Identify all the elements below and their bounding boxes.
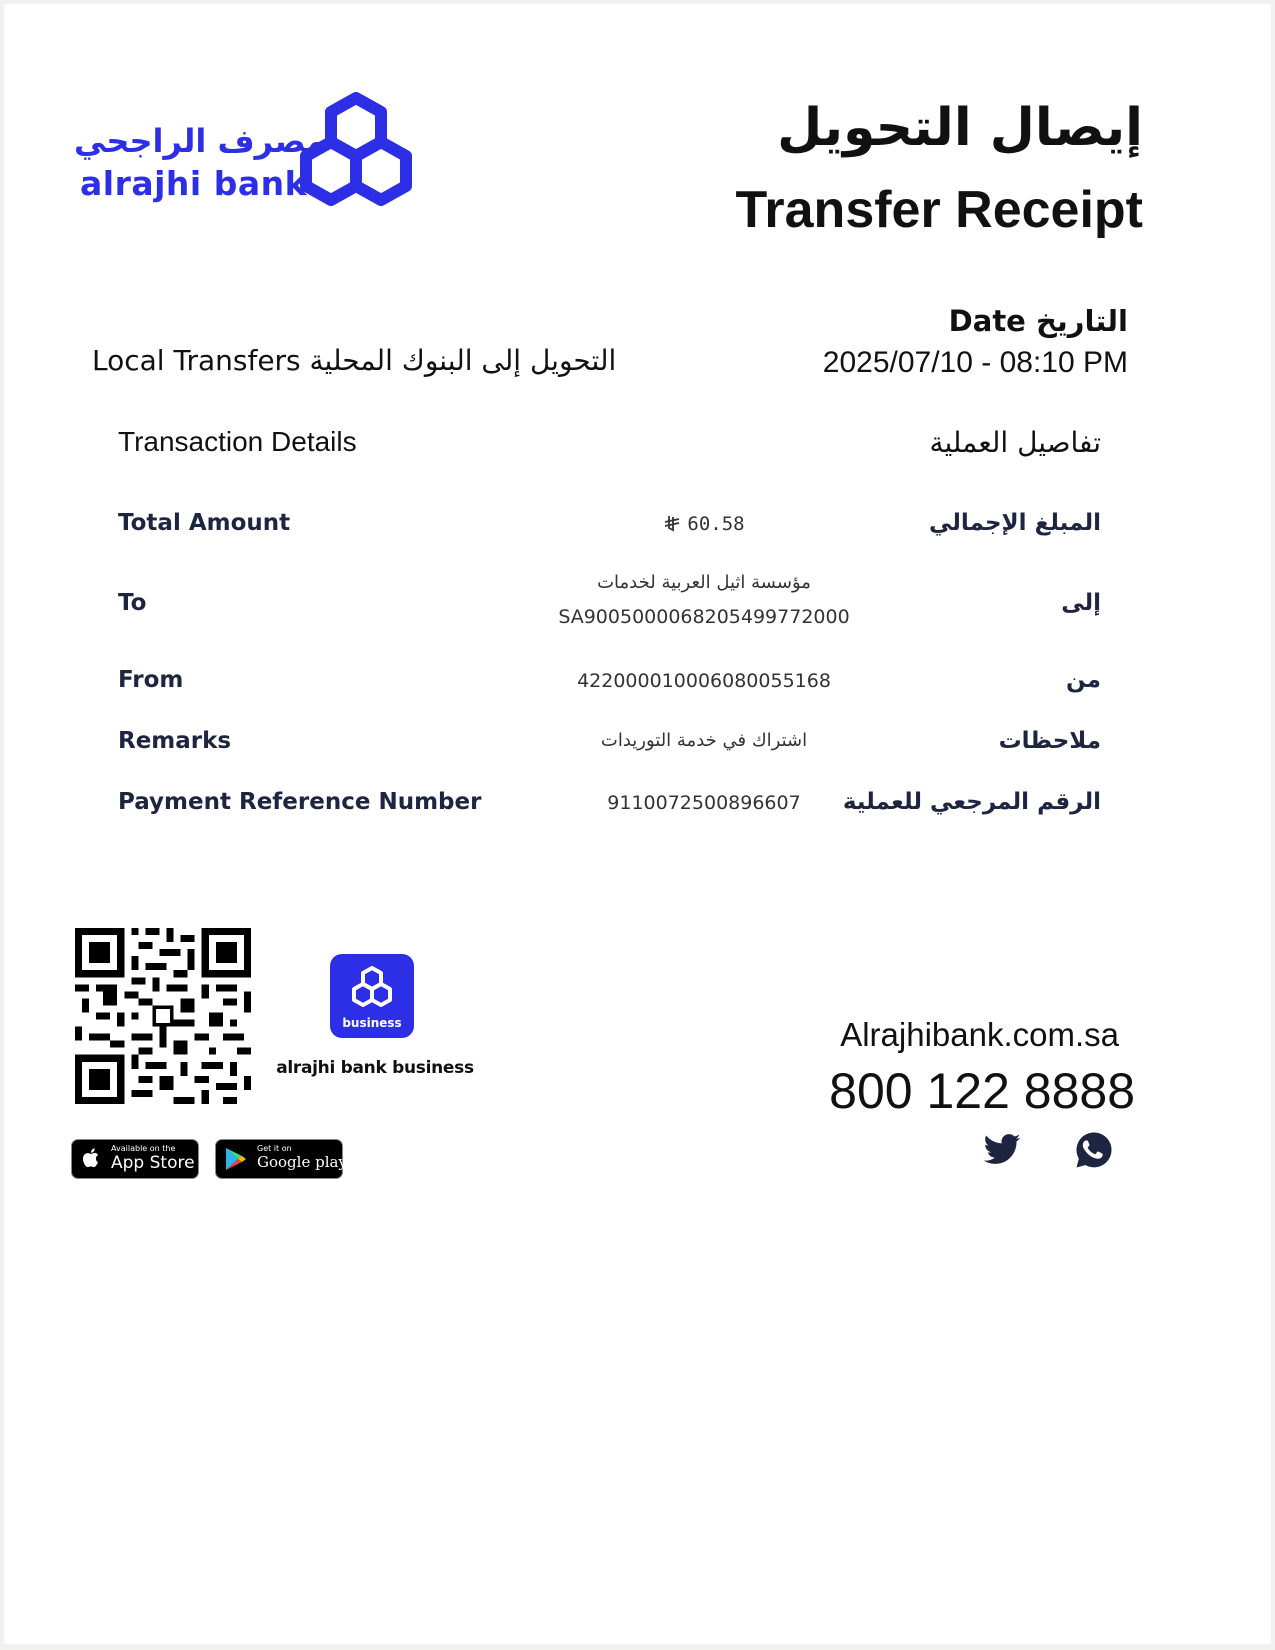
- to-label-en: To: [118, 590, 147, 616]
- logo-text-ar: مصرف الراجحي: [74, 122, 326, 160]
- app-store-small-text: Available on the: [111, 1144, 176, 1153]
- date-value: 2025/07/10 - 08:10 PM: [822, 346, 1128, 379]
- google-play-small-text: Get it on: [257, 1144, 292, 1153]
- remarks-label-en: Remarks: [118, 728, 232, 754]
- reference-value: 9110072500896607: [607, 792, 801, 814]
- app-logo-mark-icon: [330, 960, 414, 1024]
- receipt-page: [4, 4, 1271, 1644]
- from-label-ar: من: [1066, 667, 1101, 693]
- amount: 60.58: [687, 513, 745, 535]
- app-icon-label: business: [342, 1016, 402, 1030]
- apple-icon: [82, 1147, 102, 1169]
- section-title-ar: تفاصيل العملية: [929, 426, 1101, 459]
- to-label-ar: إلى: [1061, 590, 1101, 616]
- section-title-en: Transaction Details: [118, 426, 357, 457]
- google-play-badge[interactable]: [215, 1139, 347, 1179]
- phone-number[interactable]: 800 122 8888: [829, 1063, 1135, 1119]
- title-en: Transfer Receipt: [735, 181, 1143, 239]
- reference-label-ar: الرقم المرجعي للعملية: [842, 789, 1101, 815]
- app-name: alrajhi bank business: [276, 1058, 474, 1078]
- transfer-type: Local Transfers التحويل إلى البنوك المحلية: [92, 344, 617, 377]
- logo-text-en: alrajhi bank: [80, 164, 308, 203]
- total-amount-value: [504, 513, 904, 535]
- from-account: 422000010006080055168: [577, 670, 831, 692]
- title-ar: إيصال التحويل: [777, 98, 1143, 158]
- riyal-icon: [663, 514, 681, 532]
- total-amount-label-en: Total Amount: [118, 510, 291, 536]
- qr-code-icon[interactable]: [75, 928, 251, 1104]
- date-label: Date التاريخ: [948, 304, 1128, 338]
- whatsapp-icon[interactable]: [1074, 1130, 1114, 1170]
- google-play-icon: [225, 1147, 247, 1171]
- remarks-value: اشتراك في خدمة التوريدات: [600, 730, 808, 751]
- google-play-big-text: Google play: [257, 1153, 347, 1171]
- reference-label-en: Payment Reference Number: [118, 789, 482, 815]
- from-label-en: From: [118, 667, 184, 693]
- app-store-badge[interactable]: [71, 1139, 199, 1179]
- alrajhi-logo-mark-icon: [294, 92, 418, 216]
- app-store-big-text: App Store: [111, 1153, 195, 1173]
- to-iban: SA9005000068205499772000: [558, 606, 850, 628]
- to-name: مؤسسة اثيل العربية لخدمات: [597, 572, 811, 593]
- remarks-label-ar: ملاحظات: [998, 728, 1101, 754]
- website-link[interactable]: Alrajhibank.com.sa: [840, 1016, 1119, 1053]
- total-amount-label-ar: المبلغ الإجمالي: [929, 510, 1101, 536]
- twitter-icon[interactable]: [982, 1130, 1022, 1170]
